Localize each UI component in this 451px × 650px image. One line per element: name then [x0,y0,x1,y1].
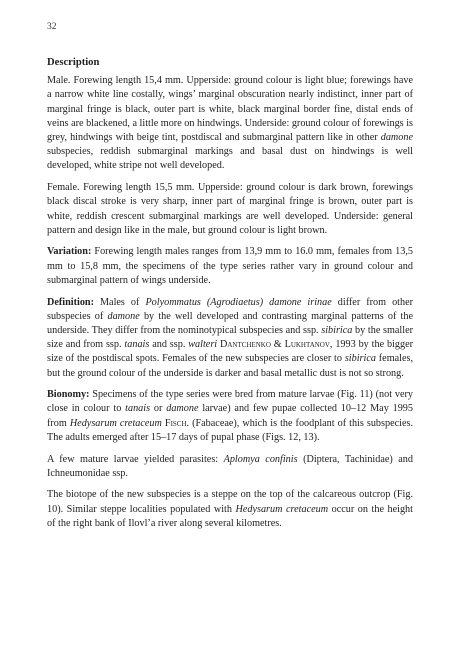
definition-author-1: Dantchenko [220,339,271,351]
bionomy-author-1: Fisch [164,417,187,429]
bionomy-italic-2: damone [166,403,199,415]
biotope-text-1: The biotope of the new subspecies is a steppe on the top of the calcareous outcrop (Fig. 10). Similar steppe localities populated with [47,489,413,515]
paragraph-biotope [47,488,413,531]
definition-text-8: , 1993 by the bigger size of the postdiscal spots. Females of the new subspecies are closer to [47,339,413,365]
definition-italic-6: sibirica [344,353,376,365]
definition-label: Definition: [47,296,94,308]
definition-author-2: Lukhtanov [284,339,330,351]
biotope-italic-1: Hedysarum cretaceum [235,503,329,515]
parasites-italic-1: Aplomya confinis [223,453,298,465]
bionomy-italic-3: Hedysarum cretaceum [69,417,162,429]
paragraph-parasites [47,453,413,481]
variation-text: Forewing length males ranges from 13,9 mm to 16.0 mm, females from 13,5 mm to 15,8 mm, the specimens of the type series rather vary in ground colour and submarginal pattern of wings underside. [47,246,413,286]
definition-italic-3: sibirica [321,324,353,336]
paragraph-female: Female. Forewing length 15,5 mm. Upperside: ground colour is dark brown, forewings black discal stroke is very sharp, inner part of marginal fringe is brown, outer part is white, reddish crescent submarginal markings are well developed. Underside: general pattern and design like in the male, but ground colour is light brown. [47,182,413,236]
definition-text-2: differ from other subspecies of [47,296,413,322]
variation-label: Variation: [47,246,92,258]
male-text-1: Male. Forewing length 15,4 mm. Upperside: ground colour is light blue; forewings have a narrow white line costally, wings’ marginal obscuration nearly indistinct, inner part of marginal fringe is black, outer part is white, black marginal border fine, distal ends of veins are blackened, a little more on hindwings. Underside: ground colour of forewings is grey, hindwings with beige tint, postdiscal and submarginal pattern like in other [47,75,413,144]
definition-italic-5: walteri [188,339,218,351]
definition-italic-1: Polyommatus (Agrodiaetus) damone irinae [145,296,332,308]
male-italic-1: damone [380,132,413,144]
definition-text-1: Males of [93,296,146,308]
definition-italic-2: damone [107,310,140,322]
article-body [47,56,413,539]
paragraph-bionomy [47,388,413,445]
definition-text-3: by the well developed and contrasting marginal patterns of the underside. They differ from the nominotypical subspecies and ssp. [47,310,413,336]
paragraph-definition [47,296,413,381]
biotope-text-2: occur on the height of the right bank of Ilovl’a river along several kilometres. [47,503,413,529]
section-heading-description: Description [47,57,100,68]
page-number: 32 [47,22,57,32]
definition-italic-4: tanais [124,339,150,351]
bionomy-italic-1: tanais [125,403,151,415]
definition-text-5: and ssp. [149,339,189,351]
paragraph-variation [47,245,413,288]
paragraph-male [47,74,413,173]
parasites-text-1: A few mature larvae yielded parasites: [47,453,224,465]
parasites-text-2: (Diptera, Tachinidae) and Ichneumonidae ssp. [47,453,413,479]
definition-text-7: & [270,339,285,351]
male-text-2: subspecies, reddish submarginal markings and basal dust on hindwings is well developed, white stripe not well developed. [47,146,413,172]
bionomy-text-1: Specimens of the type series were bred from mature larvae (Fig. 11) (not very close in colour to [47,389,413,415]
bionomy-text-3: larvae) and few pupae collected 10–12 May 1995 from [47,403,413,429]
definition-text-4: by the smaller size and from ssp. [47,324,413,351]
bionomy-text-2: or [150,403,167,415]
bionomy-text-5: . (Fabaceae), which is the foodplant of this subspecies. The adults emerged after 15–17 days of pupal phase (Figs. 12, 13). [47,417,413,443]
bionomy-label: Bionomy: [47,389,90,401]
definition-text-9: females, but the ground colour of the underside is darker and basal metallic dust is not so strong. [47,353,413,379]
